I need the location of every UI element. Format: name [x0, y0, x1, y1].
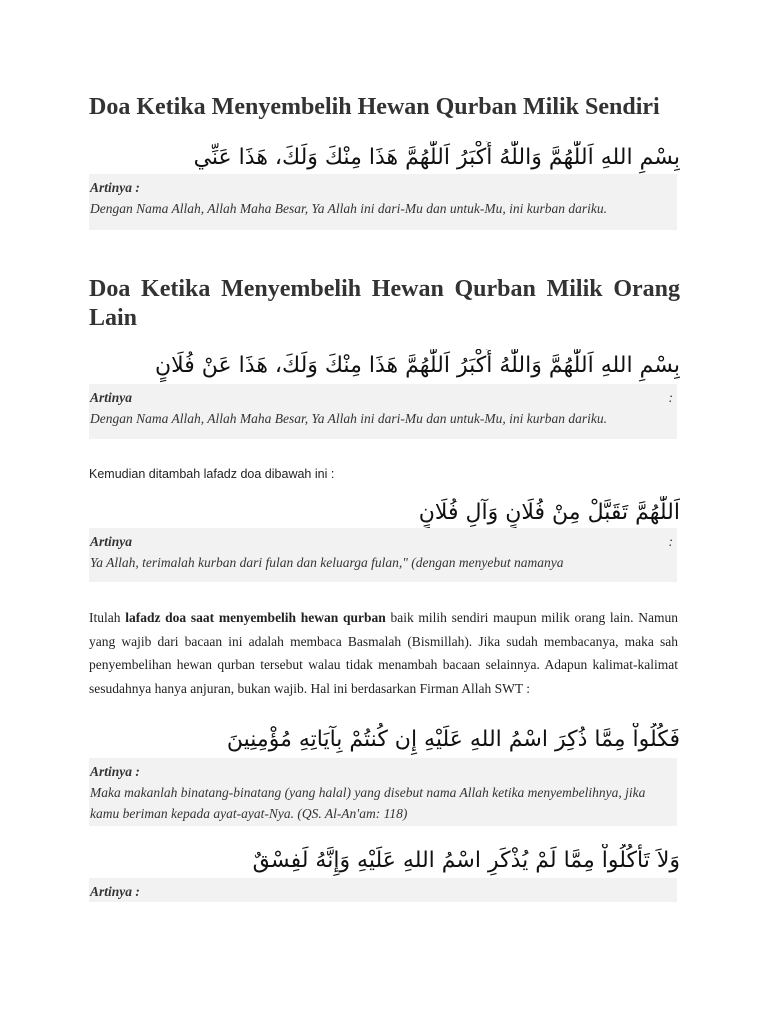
explanation-paragraph — [89, 606, 678, 700]
artinya-label: Artinya : — [90, 180, 140, 195]
paragraph-body: baik milih sendiri maupun milik orang lain. Namun yang wajib dari bacaan ini adalah membaca Basmalah (Bismillah). Jika sudah membacanya, maka sah penyembelihan hewan qurban tersebut walau tidak menambah bacaan selainnya. Adapun kalimat-kalimat sesudahnya hanya anjuran, bukan wajib. Hal ini berdasarkan Firman Allah SWT : — [89, 610, 678, 696]
artinya-colon: : — [668, 534, 673, 549]
translation-box-verse-do-not-eat — [89, 878, 677, 902]
paragraph-lead: Itulah — [89, 610, 126, 625]
arabic-prayer-acceptance: اَللّٰهُمَّ تَقَبَّلْ مِنْ فُلَانٍ وَآلِ فُلَانٍ — [418, 500, 680, 525]
artinya-colon: : — [668, 390, 673, 405]
section-heading-others-qurban: Doa Ketika Menyembelih Hewan Qurban Milik Orang Lain — [89, 276, 680, 331]
artinya-label: Artinya — [90, 534, 133, 549]
paragraph-keyword: lafadz doa saat menyembelih hewan qurban — [125, 610, 386, 625]
translation-box-acceptance — [89, 528, 677, 582]
section-heading-own-qurban: Doa Ketika Menyembelih Hewan Qurban Milik Sendiri — [89, 94, 660, 120]
translation-text: Ya Allah, terimalah kurban dari fulan dan keluarga fulan," (dengan menyebut namanya — [90, 555, 564, 570]
arabic-verse-do-not-eat: وَلاَ تَأْكُلُواْ مِمَّا لَمْ يُذْكَرِ اسْمُ اللهِ عَلَيْهِ وَإِنَّهُ لَفِسْقٌ — [252, 848, 680, 873]
translation-box-own — [89, 174, 677, 230]
translation-box-verse-eat — [89, 758, 677, 826]
translation-text: Maka makanlah binatang-binatang (yang halal) yang disebut nama Allah ketika menyembelihnya, jika kamu beriman kepada ayat-ayat-Nya. (QS. Al-An'am: 118) — [90, 785, 646, 821]
translation-text: Dengan Nama Allah, Allah Maha Besar, Ya Allah ini dari-Mu dan untuk-Mu, ini kurban dariku. — [90, 201, 607, 216]
artinya-label: Artinya — [90, 390, 133, 405]
additional-prayer-intro: Kemudian ditambah lafadz doa dibawah ini : — [89, 467, 335, 481]
translation-text: Dengan Nama Allah, Allah Maha Besar, Ya Allah ini dari-Mu dan untuk-Mu, ini kurban dariku. — [90, 411, 607, 426]
artinya-label: Artinya : — [90, 884, 140, 899]
arabic-verse-eat: فَكُلُواْ مِمَّا ذُكِرَ اسْمُ اللهِ عَلَيْهِ إِن كُنتُمْ بِآيَاتِهِ مُؤْمِنِينَ — [226, 727, 680, 752]
arabic-prayer-others: بِسْمِ اللهِ اَللّٰهُمَّ وَاللّٰهُ أَكْبَرُ اَللّٰهُمَّ هَذَا مِنْكَ وَلَكَ، هَذَا عَنْ فُلَانٍ — [155, 353, 680, 378]
arabic-prayer-own: بِسْمِ اللهِ اَللّٰهُمَّ وَاللّٰهُ أَكْبَرُ اَللّٰهُمَّ هَذَا مِنْكَ وَلَكَ، هَذَا عَنِّي — [193, 145, 680, 170]
artinya-label: Artinya : — [90, 764, 140, 779]
translation-box-others — [89, 384, 677, 439]
